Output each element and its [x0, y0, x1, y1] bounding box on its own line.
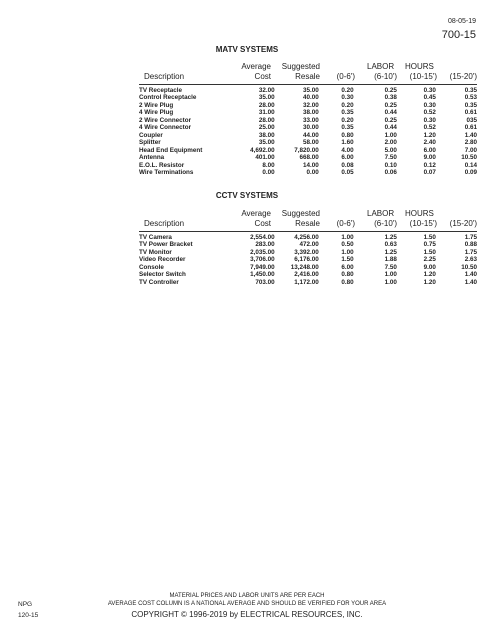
- hours-range-6-10: (6-10'): [374, 219, 397, 228]
- table-cell: 44.00: [303, 131, 319, 139]
- table-cell: 0.10: [384, 161, 397, 169]
- table-row: [139, 241, 477, 248]
- table-cell: 0.61: [464, 109, 477, 117]
- item-description: 4 Wire Plug: [139, 109, 174, 117]
- item-description: Antenna: [139, 154, 165, 162]
- table-cell: 0.80: [341, 131, 354, 139]
- table-cell: 4,256.00: [294, 234, 319, 241]
- table-cell: 6.00: [341, 154, 354, 162]
- table-cell: 0.53: [464, 94, 477, 102]
- table-cell: 2.80: [464, 139, 477, 147]
- suggested-header: Suggested: [281, 62, 320, 71]
- table-cell: 2,554.00: [250, 234, 275, 241]
- table-cell: 0.25: [384, 87, 397, 94]
- table-cell: 35.00: [303, 87, 319, 94]
- item-description: Coupler: [139, 131, 163, 139]
- table-cell: 0.08: [341, 161, 354, 169]
- table-cell: 2,416.00: [294, 271, 319, 279]
- table-cell: 0.25: [384, 116, 397, 124]
- table-cell: 5.00: [384, 146, 397, 154]
- table-cell: 13,248.00: [290, 263, 319, 271]
- table-row: [139, 102, 477, 109]
- table-cell: 0.00: [262, 168, 275, 176]
- matv-section-title: MATV SYSTEMS: [215, 45, 279, 54]
- table-row: [139, 256, 477, 263]
- table-cell: 30.00: [303, 124, 319, 132]
- table-cell: 40.00: [303, 94, 319, 102]
- footer-average-note: AVERAGE COST COLUMN IS A NATIONAL AVERAGE AND SHOULD BE VERIFIED FOR YOUR AREA: [107, 601, 387, 607]
- table-row: [139, 87, 477, 94]
- page-date: 08-05-19: [447, 18, 476, 25]
- table-cell: 35.00: [258, 94, 275, 102]
- hours-range-0-6: (0-6'): [336, 219, 355, 228]
- cost-header: Cost: [254, 219, 271, 228]
- table-row: [139, 271, 477, 278]
- table-cell: 1.40: [464, 278, 477, 286]
- table-cell: 0.00: [306, 168, 319, 176]
- labor-header: LABOR: [367, 62, 395, 71]
- table-cell: 1.75: [464, 234, 477, 241]
- hours-range-15-20: (15-20'): [449, 72, 477, 81]
- table-cell: 1.50: [341, 256, 354, 264]
- table-cell: 38.00: [303, 109, 319, 117]
- table-cell: 1,450.00: [250, 271, 275, 279]
- table-cell: 2.25: [423, 256, 436, 264]
- table-row: [139, 94, 477, 101]
- description-header: Description: [144, 72, 185, 81]
- table-cell: 0.09: [464, 168, 477, 176]
- table-row: [139, 234, 477, 241]
- table-cell: 6,176.00: [294, 256, 319, 264]
- table-cell: 0.20: [341, 87, 354, 94]
- table-cell: 10.50: [461, 263, 477, 271]
- table-cell: 0.05: [341, 168, 354, 176]
- table-cell: 1.25: [384, 248, 397, 256]
- item-description: 2 Wire Plug: [139, 101, 174, 109]
- item-description: Control Receptacle: [139, 94, 197, 102]
- resale-header: Resale: [295, 72, 320, 81]
- table-cell: 14.00: [303, 161, 319, 169]
- hours-range-0-6: (0-6'): [336, 72, 355, 81]
- table-cell: 0.30: [341, 94, 354, 102]
- table-cell: 1.50: [423, 234, 436, 241]
- matv-table: [139, 87, 477, 176]
- item-description: TV Receptacle: [139, 87, 183, 94]
- resale-header: Resale: [295, 219, 320, 228]
- table-cell: 0.35: [341, 109, 354, 117]
- table-cell: 0.30: [423, 116, 436, 124]
- table-cell: 0.30: [423, 101, 436, 109]
- table-cell: 1.00: [384, 131, 397, 139]
- item-description: Console: [139, 263, 164, 271]
- table-cell: 1.20: [423, 271, 436, 279]
- table-cell: 0.61: [464, 124, 477, 132]
- table-cell: 1.00: [384, 278, 397, 286]
- table-cell: 1.40: [464, 271, 477, 279]
- table-cell: 3,392.00: [294, 248, 319, 256]
- table-cell: 0.44: [384, 109, 397, 117]
- item-description: Head End Equipment: [139, 146, 203, 154]
- table-cell: 25.00: [258, 124, 275, 132]
- table-row: [139, 279, 477, 286]
- table-cell: 4.00: [341, 146, 354, 154]
- table-cell: 7.50: [384, 154, 397, 162]
- table-row: [139, 169, 477, 176]
- table-cell: 035: [466, 116, 477, 124]
- npg-label: NPG: [18, 601, 33, 608]
- table-cell: 0.07: [423, 168, 436, 176]
- table-cell: 38.00: [258, 131, 275, 139]
- table-cell: 31.00: [258, 109, 275, 117]
- table-cell: 0.52: [423, 109, 436, 117]
- table-cell: 1.75: [464, 248, 477, 256]
- item-description: Selector Switch: [139, 271, 186, 279]
- table-cell: 0.35: [464, 87, 477, 94]
- average-header: Average: [241, 209, 271, 218]
- table-cell: 0.30: [423, 87, 436, 94]
- footer-per-each-note: MATERIAL PRICES AND LABOR UNITS ARE PER EACH: [169, 593, 325, 599]
- table-row: [139, 117, 477, 124]
- table-cell: 0.88: [464, 241, 477, 249]
- table-cell: 0.20: [341, 116, 354, 124]
- average-header: Average: [241, 62, 271, 71]
- table-cell: 1.25: [384, 234, 397, 241]
- cctv-table: [139, 234, 477, 286]
- table-cell: 0.06: [384, 168, 397, 176]
- table-cell: 283.00: [255, 241, 275, 249]
- table-cell: 1.88: [384, 256, 397, 264]
- table-cell: 7,949.00: [250, 263, 275, 271]
- hours-header: HOURS: [405, 62, 434, 71]
- table-row: [139, 147, 477, 154]
- table-cell: 58.00: [303, 139, 319, 147]
- table-cell: 0.20: [341, 101, 354, 109]
- table-cell: 2.40: [423, 139, 436, 147]
- hours-range-6-10: (6-10'): [374, 72, 397, 81]
- table-cell: 7,820.00: [294, 146, 319, 154]
- table-cell: 2.63: [464, 256, 477, 264]
- table-cell: 9.00: [423, 263, 436, 271]
- table-cell: 0.44: [384, 124, 397, 132]
- table-cell: 28.00: [258, 101, 275, 109]
- table-cell: 6.00: [341, 263, 354, 271]
- table-cell: 1.40: [464, 131, 477, 139]
- item-description: 4 Wire Connector: [139, 124, 192, 132]
- table-cell: 1.60: [341, 139, 354, 147]
- cost-header: Cost: [254, 72, 271, 81]
- table-cell: 0.75: [423, 241, 436, 249]
- table-cell: 703.00: [255, 278, 275, 286]
- table-cell: 0.35: [464, 101, 477, 109]
- table-row: [139, 154, 477, 161]
- table-cell: 2.00: [384, 139, 397, 147]
- hours-range-15-20: (15-20'): [449, 219, 477, 228]
- table-cell: 472.00: [299, 241, 319, 249]
- table-cell: 8.00: [262, 161, 275, 169]
- matv-header-rule: [139, 84, 477, 85]
- table-cell: 2,035.00: [250, 248, 275, 256]
- table-cell: 0.80: [341, 278, 354, 286]
- page-number: 700-15: [441, 29, 476, 41]
- table-cell: 33.00: [303, 116, 319, 124]
- table-row: [139, 249, 477, 256]
- table-cell: 0.14: [464, 161, 477, 169]
- table-cell: 668.00: [299, 154, 319, 162]
- item-description: Splitter: [139, 139, 161, 147]
- description-header: Description: [144, 219, 185, 228]
- table-cell: 1.20: [423, 131, 436, 139]
- table-cell: 0.12: [423, 161, 436, 169]
- hours-header: HOURS: [405, 209, 434, 218]
- table-cell: 1.00: [341, 234, 354, 241]
- table-cell: 0.45: [423, 94, 436, 102]
- item-description: 2 Wire Connector: [139, 116, 192, 124]
- table-cell: 28.00: [258, 116, 275, 124]
- table-cell: 7.50: [384, 263, 397, 271]
- table-row: [139, 124, 477, 131]
- table-cell: 0.35: [341, 124, 354, 132]
- table-row: [139, 264, 477, 271]
- table-cell: 35.00: [258, 139, 275, 147]
- table-cell: 1.00: [341, 248, 354, 256]
- table-row: [139, 162, 477, 169]
- table-cell: 0.50: [341, 241, 354, 249]
- cctv-section-title: CCTV SYSTEMS: [215, 191, 279, 200]
- item-description: TV Monitor: [139, 248, 172, 256]
- item-description: Video Recorder: [139, 256, 186, 264]
- table-cell: 0.63: [384, 241, 397, 249]
- table-row: [139, 132, 477, 139]
- table-cell: 32.00: [258, 87, 275, 94]
- item-description: E.O.L. Resistor: [139, 161, 185, 169]
- table-cell: 1.20: [423, 278, 436, 286]
- item-description: TV Camera: [139, 234, 172, 241]
- table-cell: 1,172.00: [294, 278, 319, 286]
- table-cell: 1.00: [384, 271, 397, 279]
- table-cell: 0.38: [384, 94, 397, 102]
- footer-copyright: COPYRIGHT © 1996-2019 by ELECTRICAL RESOURCES, INC.: [131, 610, 363, 619]
- table-cell: 9.00: [423, 154, 436, 162]
- item-description: TV Controller: [139, 278, 179, 286]
- table-cell: 6.00: [423, 146, 436, 154]
- table-cell: 32.00: [303, 101, 319, 109]
- suggested-header: Suggested: [281, 209, 320, 218]
- cctv-header-rule: [139, 231, 477, 232]
- table-cell: 0.80: [341, 271, 354, 279]
- table-cell: 10.50: [461, 154, 477, 162]
- hours-range-10-15: (10-15'): [409, 72, 437, 81]
- table-cell: 7.00: [464, 146, 477, 154]
- labor-header: LABOR: [367, 209, 395, 218]
- table-row: [139, 139, 477, 146]
- hours-range-10-15: (10-15'): [409, 219, 437, 228]
- item-description: TV Power Bracket: [139, 241, 193, 249]
- table-cell: 3,706.00: [250, 256, 275, 264]
- table-cell: 4,692.00: [250, 146, 275, 154]
- table-cell: 0.25: [384, 101, 397, 109]
- table-cell: 0.52: [423, 124, 436, 132]
- item-description: Wire Terminations: [139, 168, 194, 176]
- page-code: 120-15: [18, 612, 39, 619]
- table-row: [139, 109, 477, 116]
- table-cell: 401.00: [255, 154, 275, 162]
- table-cell: 1.50: [423, 248, 436, 256]
